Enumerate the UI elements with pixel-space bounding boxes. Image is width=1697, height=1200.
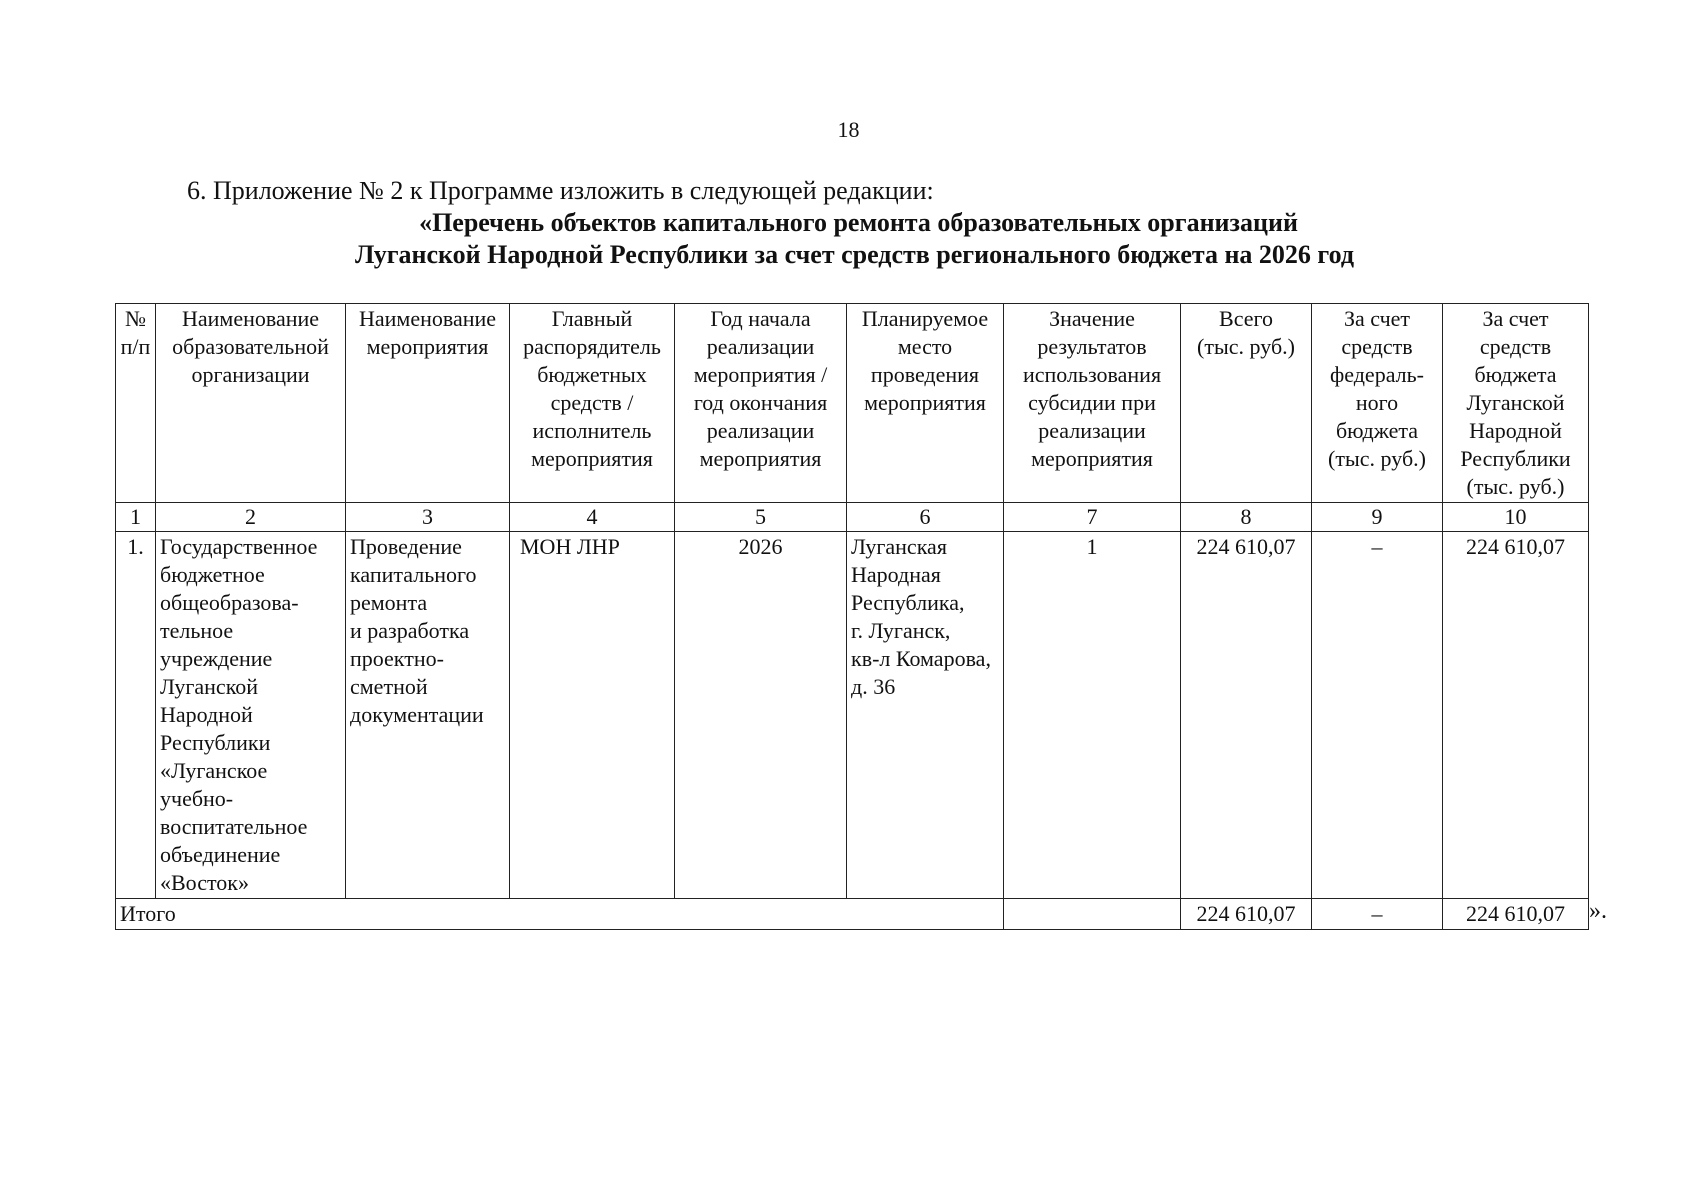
header-cell-place: Планируемое место проведения мероприятия bbox=[847, 304, 1004, 503]
row-regional: 224 610,07 bbox=[1443, 532, 1589, 899]
column-number: 2 bbox=[156, 503, 346, 532]
total-regional: 224 610,07 bbox=[1443, 899, 1589, 930]
row-federal: – bbox=[1312, 532, 1443, 899]
header-cell-federal: За счет средств федераль- ного бюджета (тыс. руб.) bbox=[1312, 304, 1443, 503]
row-place: Луганская Народная Республика, г. Луганск, кв-л Комарова, д. 36 bbox=[847, 532, 1004, 899]
closing-quote-mark: ». bbox=[1589, 898, 1607, 924]
document-title-line-2: Луганской Народной Республики за счет средств регионального бюджета на 2026 год bbox=[354, 240, 1354, 269]
header-cell-regional: За счет средств бюджета Луганской Народной Республики (тыс. руб.) bbox=[1443, 304, 1589, 503]
header-cell-total: Всего (тыс. руб.) bbox=[1181, 304, 1312, 503]
header-cell-years: Год начала реализации мероприятия / год окончания реализации мероприятия bbox=[675, 304, 847, 503]
total-row bbox=[116, 899, 1589, 930]
row-year: 2026 bbox=[675, 532, 847, 899]
header-cell-manager: Главный распорядитель бюджетных средств / исполнитель мероприятия bbox=[510, 304, 675, 503]
row-event: Проведение капитального ремонта и разработка проектно- сметной документации bbox=[346, 532, 510, 899]
header-cell-event: Наименование мероприятия bbox=[346, 304, 510, 503]
total-federal: – bbox=[1312, 899, 1443, 930]
objects-table bbox=[115, 303, 1589, 930]
column-number: 7 bbox=[1004, 503, 1181, 532]
header-cell-number: № п/п bbox=[116, 304, 156, 503]
total-label: Итого bbox=[116, 899, 1004, 930]
page-number: 18 bbox=[837, 117, 860, 142]
row-total: 224 610,07 bbox=[1181, 532, 1312, 899]
intro-paragraph: 6. Приложение № 2 к Программе изложить в следующей редакции: bbox=[187, 176, 934, 205]
total-sum: 224 610,07 bbox=[1181, 899, 1312, 930]
column-number: 5 bbox=[675, 503, 847, 532]
column-number-row bbox=[116, 503, 1589, 532]
row-number: 1. bbox=[116, 532, 156, 899]
column-number: 4 bbox=[510, 503, 675, 532]
row-organization: Государственное бюджетное общеобразова- тельное учреждение Луганской Народной Республики «Луганское учебно- воспитательное объединение «Восток» bbox=[156, 532, 346, 899]
row-manager: МОН ЛНР bbox=[510, 532, 675, 899]
header-cell-organization: Наименование образовательной организации bbox=[156, 304, 346, 503]
header-row bbox=[116, 304, 1589, 503]
column-number: 8 bbox=[1181, 503, 1312, 532]
column-number: 3 bbox=[346, 503, 510, 532]
row-result: 1 bbox=[1004, 532, 1181, 899]
table-row bbox=[116, 532, 1589, 899]
column-number: 1 bbox=[116, 503, 156, 532]
document-title-line-1: «Перечень объектов капитального ремонта образовательных организаций bbox=[419, 208, 1298, 237]
column-number: 10 bbox=[1443, 503, 1589, 532]
total-empty-cell bbox=[1004, 899, 1181, 930]
header-cell-result: Значение результатов использования субсидии при реализации мероприятия bbox=[1004, 304, 1181, 503]
column-number: 9 bbox=[1312, 503, 1443, 532]
column-number: 6 bbox=[847, 503, 1004, 532]
